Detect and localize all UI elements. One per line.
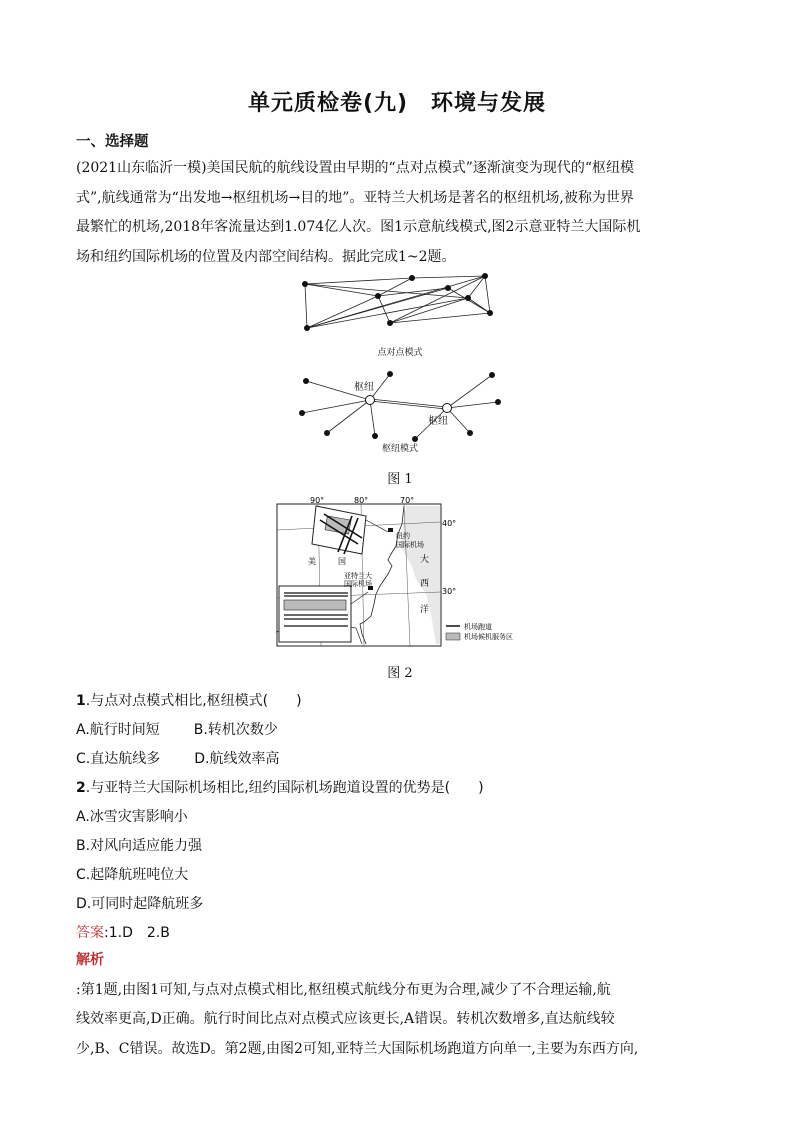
lon-90-label: 90° <box>310 496 325 505</box>
figure-1-hub-diagram <box>290 368 510 448</box>
intro-paragraph <box>76 154 724 272</box>
page-title: 单元质检卷(九) 环境与发展 <box>247 91 547 116</box>
intro-line: 最繁忙的机场,2018年客流量达到1.074亿人次。图1示意航线模式,图2示意亚特兰大国际机 <box>76 219 641 235</box>
option-d: D.航线效率高 <box>194 751 280 767</box>
figure-2-label: 图 2 <box>387 666 413 681</box>
question-stem: .与亚特兰大国际机场相比,纽约国际机场跑道设置的优势是( ) <box>85 780 484 796</box>
figure-2-map <box>276 494 522 648</box>
usa-label-1: 美 <box>308 557 316 566</box>
hub-label-2: 枢纽 <box>428 416 448 427</box>
lat-40-label: 40° <box>442 519 457 528</box>
explanation-line: 线效率更高,D正确。航行时间比点对点模式应该更长,A错误。转机次数增多,直达航线较 <box>76 1011 615 1027</box>
option-b: B.转机次数少 <box>193 722 278 738</box>
option-b: B.对风向适应能力强 <box>76 838 203 854</box>
p2p-caption: 点对点模式 <box>377 348 423 358</box>
question-stem: .与点对点模式相比,枢纽模式( ) <box>85 693 302 709</box>
lat-30-label: 30° <box>442 587 457 596</box>
ocean-label-3: 洋 <box>420 605 430 615</box>
answer-label: 答案 <box>76 925 104 941</box>
hub-label-1: 枢纽 <box>354 382 374 393</box>
question-1 <box>76 690 302 710</box>
option-a: A.航行时间短 <box>76 722 160 738</box>
option-c: C.起降航班吨位大 <box>76 867 189 883</box>
explanation-label: 解析 <box>76 952 104 968</box>
ny-airport-label-2: 国际机场 <box>396 541 424 549</box>
explanation-text: :第1题,由图1可知,与点对点模式相比,枢纽模式航线分布更为合理,减少了不合理运输,航 <box>76 981 611 998</box>
ocean-label-1: 大 <box>420 555 430 565</box>
question-2 <box>76 777 484 797</box>
option-c: C.直达航线多 <box>76 751 161 767</box>
atl-airport-label-2: 国际机场 <box>344 580 372 588</box>
ocean-label-2: 西 <box>420 579 430 589</box>
ny-airport-label-1: 纽约 <box>396 532 410 540</box>
question-1-options-row-2 <box>76 748 279 768</box>
figure-1-p2p-diagram <box>290 268 510 338</box>
legend-service-symbol <box>446 633 460 640</box>
intro-line: 式”,航线通常为“出发地→枢纽机场→目的地”。亚特兰大机场是著名的枢纽机场,被称为世界 <box>76 189 634 206</box>
hub-node-2 <box>443 404 452 413</box>
explanation-line <box>76 946 724 1005</box>
answer-line <box>76 922 170 942</box>
atl-airport-label-1: 亚特兰大 <box>344 572 372 580</box>
legend-service-label: 机场候机服务区 <box>464 633 513 641</box>
legend-runway-label: 机场跑道 <box>464 623 492 631</box>
hub-caption: 枢纽模式 <box>381 444 418 454</box>
lon-70-label: 70° <box>400 496 415 505</box>
intro-line: 场和纽约国际机场的位置及内部空间结构。据此完成1~2题。 <box>76 248 456 265</box>
answer-text: :1.D 2.B <box>104 925 170 941</box>
explanation <box>76 946 724 1064</box>
section-heading: 一、选择题 <box>76 134 149 150</box>
figure-1-label: 图 1 <box>387 472 413 487</box>
option-a: A.冰雪灾害影响小 <box>76 809 188 825</box>
atlanta-airport-inset <box>279 586 351 642</box>
question-number: 1 <box>76 693 86 709</box>
usa-label-2: 国 <box>338 557 346 566</box>
question-1-options-row-1 <box>76 719 278 739</box>
question-number: 2 <box>76 780 86 796</box>
hub-node-1 <box>366 396 375 405</box>
lon-80-label: 80° <box>354 496 369 505</box>
option-d: D.可同时起降航班多 <box>76 896 204 912</box>
intro-line: (2021山东临沂一模)美国民航的航线设置由早期的“点对点模式”逐渐演变为现代的“枢纽模 <box>76 160 635 176</box>
explanation-line: 少,B、C错误。故选D。第2题,由图2可知,亚特兰大国际机场跑道方向单一,主要为东西方向, <box>76 1040 639 1057</box>
